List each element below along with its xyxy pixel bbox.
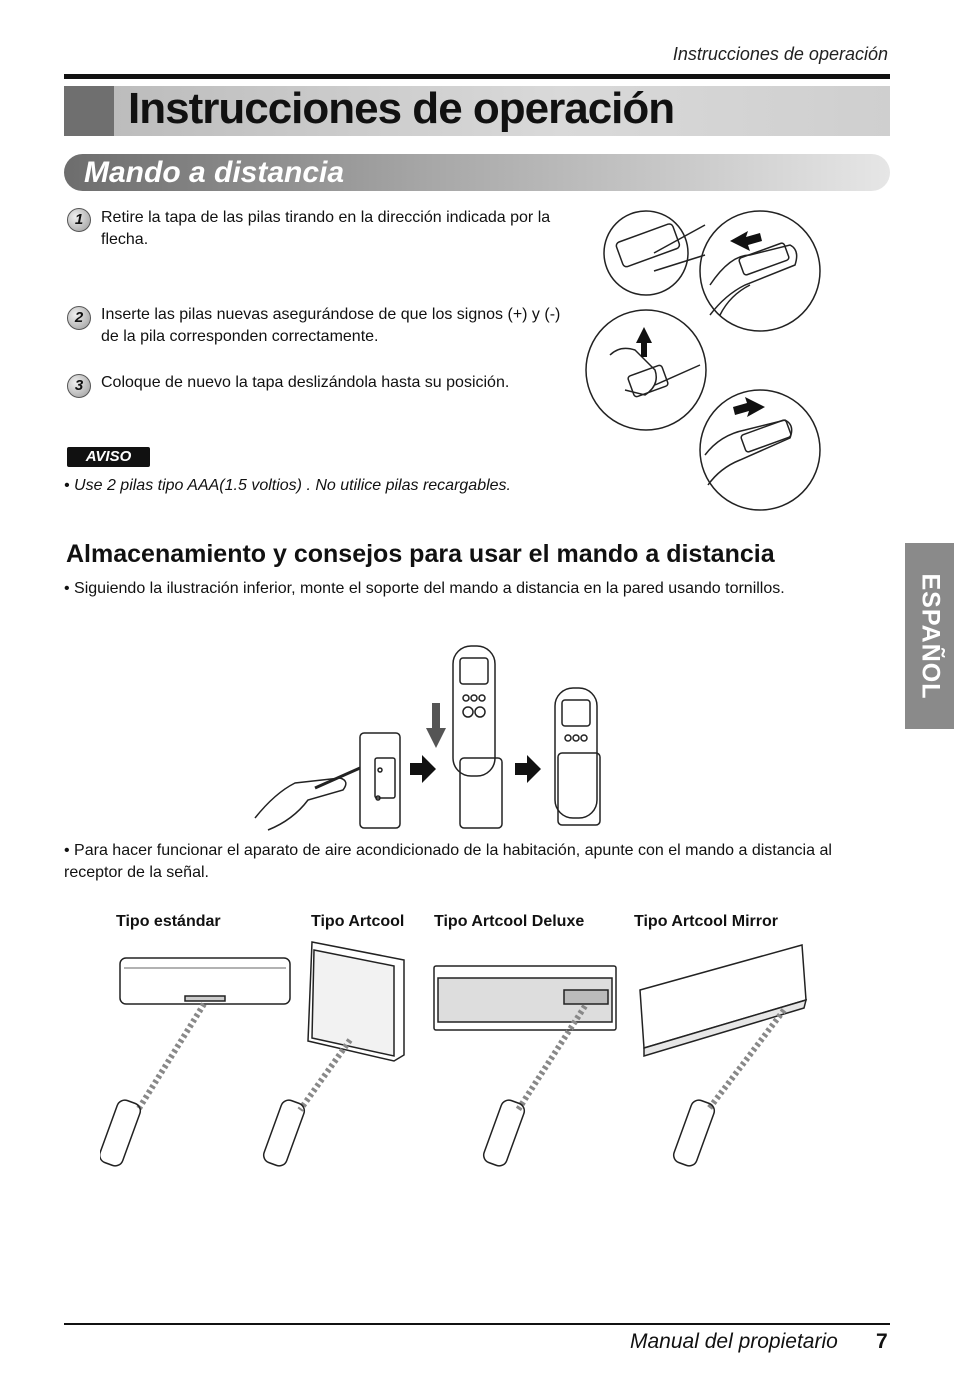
battery-illustration xyxy=(580,205,830,515)
top-rule xyxy=(64,74,890,79)
step-number-3: 3 xyxy=(67,374,91,398)
arrow-left-icon xyxy=(730,231,762,251)
step-text-2: Inserte las pilas nuevas asegurándose de que los signos (+) y (-) de la pila corresponden correctamente. xyxy=(101,306,561,345)
screwdriver-icon xyxy=(315,768,360,788)
step-text-3: Coloque de nuevo la tapa deslizándola hasta su posición. xyxy=(101,374,510,391)
arrow-right-icon xyxy=(410,755,436,783)
section-subtitle: Mando a distancia xyxy=(84,156,345,189)
aviso-note: • Use 2 pilas tipo AAA(1.5 voltios) . No utilice pilas recargables. xyxy=(64,477,511,494)
type-label-artcool: Tipo Artcool xyxy=(311,913,405,930)
type-label-artcool-deluxe: Tipo Artcool Deluxe xyxy=(434,913,585,930)
language-tab-label: ESPAÑOL xyxy=(916,573,944,699)
holder-icon xyxy=(460,758,502,828)
running-head: Instrucciones de operación xyxy=(672,44,888,64)
type-label-artcool-mirror: Tipo Artcool Mirror xyxy=(634,913,778,930)
type-label-standard: Tipo estándar xyxy=(116,913,221,930)
arrow-right-icon xyxy=(733,397,765,417)
hand-icon xyxy=(255,778,346,830)
remote-icon xyxy=(100,1098,143,1168)
step-number-1: 1 xyxy=(67,208,91,232)
step-text-1: Retire la tapa de las pilas tirando en la dirección indicada por la flecha. xyxy=(101,209,551,248)
aviso-badge: AVISO xyxy=(67,447,150,467)
storage-bullet-1: • Siguiendo la ilustración inferior, monte el soporte del mando a distancia en la pared usando tornillos. xyxy=(64,580,785,597)
page-number: 7 xyxy=(876,1330,888,1353)
remove-cover-icon xyxy=(700,211,820,331)
signal-bullet: • Para hacer funcionar el aparato de aire acondicionado de la habitación, apunte con el mando a distancia al receptor de la señal. xyxy=(64,842,832,881)
page-title: Instrucciones de operación xyxy=(128,84,675,133)
indoor-units-illustration xyxy=(100,940,820,1180)
arrow-right-icon xyxy=(515,755,541,783)
bottom-rule xyxy=(64,1323,890,1325)
holder-mounting-illustration xyxy=(250,638,620,838)
step-number-2: 2 xyxy=(67,306,91,330)
title-block xyxy=(64,86,114,136)
footer-label: Manual del propietario xyxy=(630,1330,838,1353)
remote-icon xyxy=(671,1098,716,1168)
wall-holder-icon xyxy=(360,733,400,828)
storage-heading: Almacenamiento y consejos para usar el mando a distancia xyxy=(66,540,775,568)
remote-closeup-icon xyxy=(604,211,688,295)
arrow-down-icon xyxy=(426,703,446,748)
